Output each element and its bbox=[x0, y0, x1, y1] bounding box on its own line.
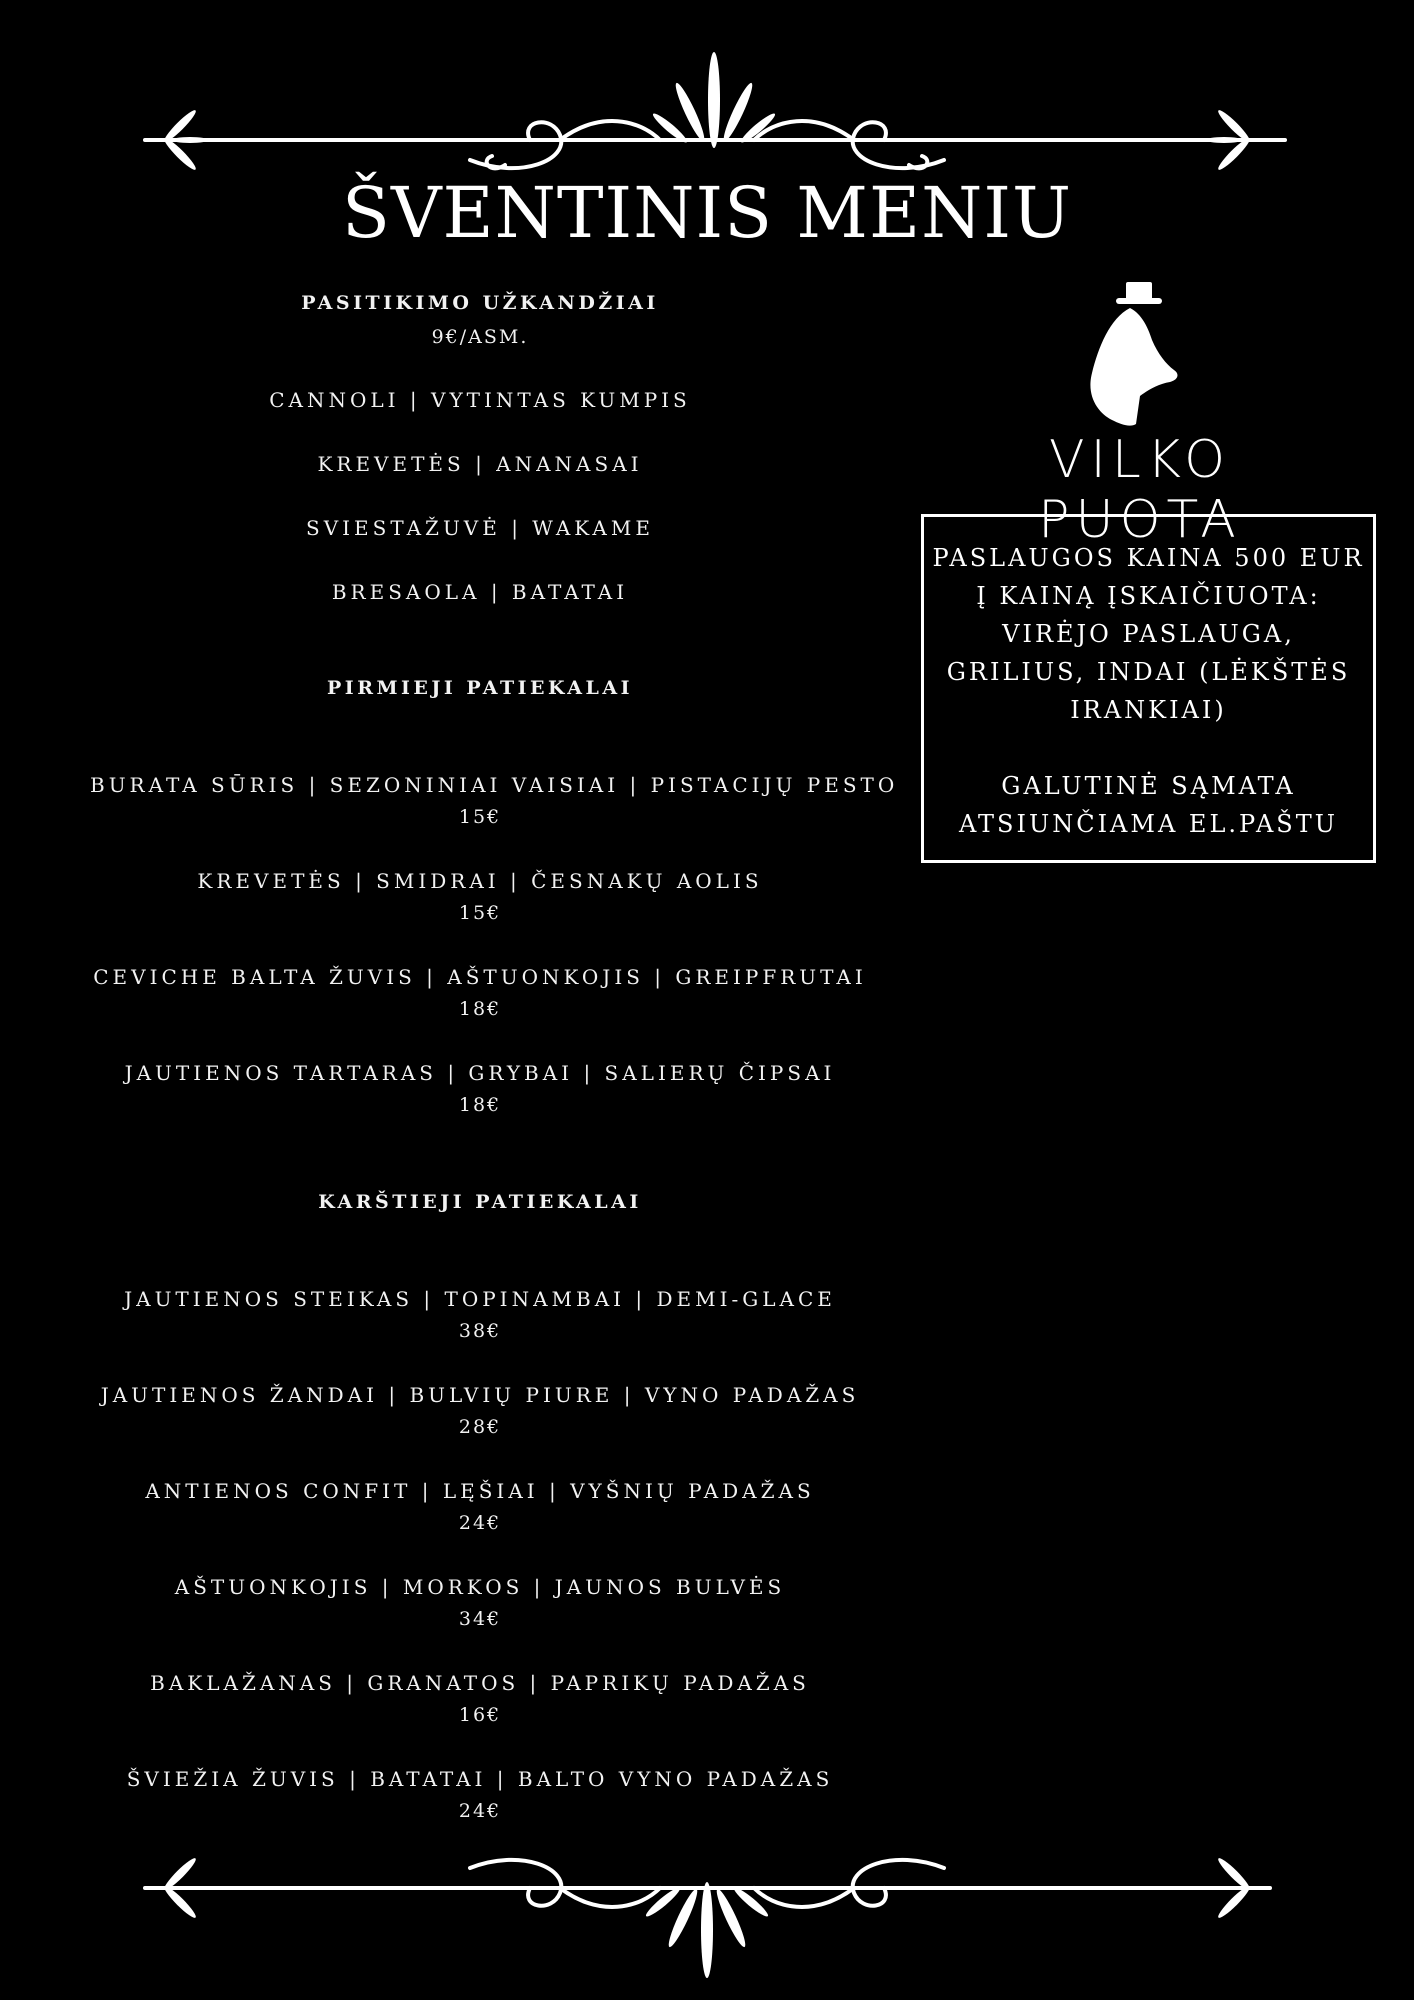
menu-item: SVIESTAŽUVĖ | WAKAME bbox=[306, 516, 654, 540]
section-subheading: 9€/ASM. bbox=[431, 326, 529, 348]
info-line: VIRĖJO PASLAUGA, bbox=[1002, 620, 1295, 648]
ornament-divider-bottom-icon bbox=[0, 1850, 1414, 1990]
menu-item: BAKLAŽANAS | GRANATOS | PAPRIKŲ PADAŽAS bbox=[150, 1671, 810, 1695]
section-heading: PIRMIEJI PATIEKALAI bbox=[327, 677, 633, 699]
menu-item-price: 18€ bbox=[458, 1094, 502, 1116]
menu-item: JAUTIENOS ŽANDAI | BULVIŲ PIURE | VYNO PADAŽAS bbox=[100, 1383, 860, 1407]
menu-item-price: 34€ bbox=[458, 1608, 502, 1630]
info-line: GRILIUS, INDAI (LĖKŠTĖS bbox=[946, 658, 1351, 686]
menu-item: CANNOLI | VYTINTAS KUMPIS bbox=[269, 388, 691, 412]
brand-name: VILKO PUOTA bbox=[1038, 430, 1242, 550]
menu-item: CEVICHE BALTA ŽUVIS | AŠTUONKOJIS | GREIPFRUTAI bbox=[93, 965, 867, 989]
menu-item: BURATA SŪRIS | SEZONINIAI VAISIAI | PISTACIJŲ PESTO bbox=[90, 773, 899, 797]
spacer bbox=[924, 729, 1373, 767]
menu-item-price: 18€ bbox=[458, 998, 502, 1020]
menu-item-price: 15€ bbox=[458, 902, 502, 924]
menu-item-price: 38€ bbox=[458, 1320, 502, 1342]
info-line: IRANKIAI) bbox=[1070, 696, 1227, 724]
menu-column bbox=[90, 0, 899, 1850]
menu-item: AŠTUONKOJIS | MORKOS | JAUNOS BULVĖS bbox=[174, 1575, 786, 1599]
section-heading: PASITIKIMO UŽKANDŽIAI bbox=[301, 292, 659, 314]
menu-item-price: 24€ bbox=[458, 1800, 502, 1822]
menu-item-price: 28€ bbox=[458, 1416, 502, 1438]
section-heading: KARŠTIEJI PATIEKALAI bbox=[318, 1191, 642, 1213]
menu-item: ŠVIEŽIA ŽUVIS | BATATAI | BALTO VYNO PADAŽAS bbox=[126, 1767, 834, 1791]
info-note-line: GALUTINĖ SĄMATA bbox=[1001, 772, 1296, 800]
menu-item: KREVETĖS | ANANASAI bbox=[317, 452, 643, 476]
menu-item-price: 15€ bbox=[458, 806, 502, 828]
menu-item: ANTIENOS CONFIT | LĘŠIAI | VYŠNIŲ PADAŽAS bbox=[145, 1479, 815, 1503]
info-line: PASLAUGOS KAINA 500 EUR bbox=[932, 544, 1365, 572]
menu-item: JAUTIENOS STEIKAS | TOPINAMBAI | DEMI-GLACE bbox=[124, 1287, 836, 1311]
menu-item: BRESAOLA | BATATAI bbox=[331, 580, 629, 604]
menu-item: JAUTIENOS TARTARAS | GRYBAI | SALIERŲ ČIPSAI bbox=[124, 1061, 836, 1085]
info-note-line: ATSIUNČIAMA EL.PAŠTU bbox=[959, 810, 1338, 838]
info-line: Į KAINĄ ĮSKAIČIUOTA: bbox=[976, 582, 1321, 610]
page-title: ŠVENTINIS MENIU bbox=[342, 172, 1072, 254]
menu-item-price: 16€ bbox=[458, 1704, 502, 1726]
menu-item: KREVETĖS | SMIDRAI | ČESNAKŲ AOLIS bbox=[197, 869, 763, 893]
menu-item-price: 24€ bbox=[458, 1512, 502, 1534]
info-box bbox=[921, 514, 1376, 863]
